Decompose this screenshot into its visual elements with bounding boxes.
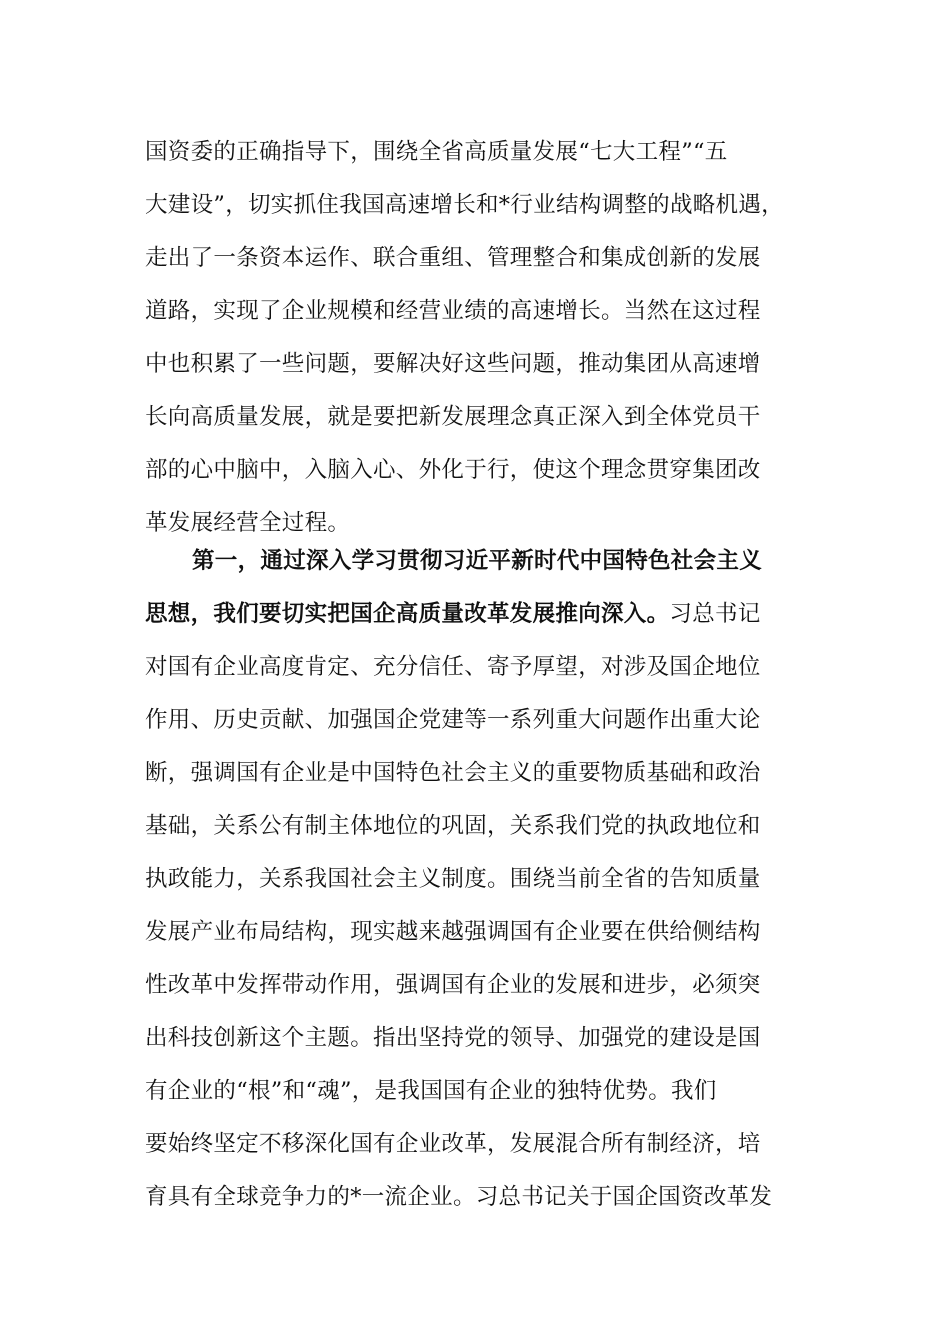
text-line: 革发展经营全过程。	[145, 510, 351, 536]
text-line: 育具有全球竞争力的*一流企业。习总书记关于国企国资改革发	[145, 1184, 773, 1210]
text-line: 要始终坚定不移深化国有企业改革，发展混合所有制经济，培	[145, 1131, 761, 1157]
text-line: 长向高质量发展，就是要把新发展理念真正深入到全体党员干	[145, 404, 761, 430]
text-line: 断，强调国有企业是中国特色社会主义的重要物质基础和政治	[145, 760, 761, 786]
section-body-start: 习总书记	[669, 601, 761, 627]
text-line: 作用、历史贡献、加强国企党建等一系列重大问题作出重大论	[145, 707, 761, 733]
text-line: 性改革中发挥带动作用，强调国有企业的发展和进步，必须突	[145, 972, 761, 998]
text-line: 走出了一条资本运作、联合重组、管理整合和集成创新的发展	[145, 245, 761, 271]
text-line: 国资委的正确指导下，围绕全省高质量发展“七大工程”“五	[145, 139, 728, 165]
paragraph-2	[145, 535, 810, 1224]
text-line: 大建设”，切实抓住我国高速增长和*行业结构调整的战略机遇，	[145, 192, 784, 218]
text-line: 有企业的“根”和“魂”，是我国国有企业的独特优势。我们	[145, 1078, 717, 1104]
paragraph-1	[145, 126, 810, 550]
section-heading-line-1: 第一，通过深入学习贯彻习近平新时代中国特色社会主义	[192, 548, 763, 574]
text-line: 对国有企业高度肯定、充分信任、寄予厚望，对涉及国企地位	[145, 654, 761, 680]
section-heading-bold-text: 思想，我们要切实把国企高质量改革发展推向深入。	[145, 601, 670, 627]
text-line: 出科技创新这个主题。指出坚持党的领导、加强党的建设是国	[145, 1025, 761, 1051]
text-line: 发展产业布局结构，现实越来越强调国有企业要在供给侧结构	[145, 919, 761, 945]
section-heading-line-2	[145, 588, 810, 641]
text-line: 中也积累了一些问题，要解决好这些问题，推动集团从高速增	[145, 351, 761, 377]
text-line: 道路，实现了企业规模和经营业绩的高速增长。当然在这过程	[145, 298, 761, 324]
text-line: 执政能力，关系我国社会主义制度。围绕当前全省的告知质量	[145, 866, 761, 892]
text-line: 基础，关系公有制主体地位的巩固，关系我们党的执政地位和	[145, 813, 761, 839]
text-line: 部的心中脑中，入脑入心、外化于行，使这个理念贯穿集团改	[145, 457, 761, 483]
